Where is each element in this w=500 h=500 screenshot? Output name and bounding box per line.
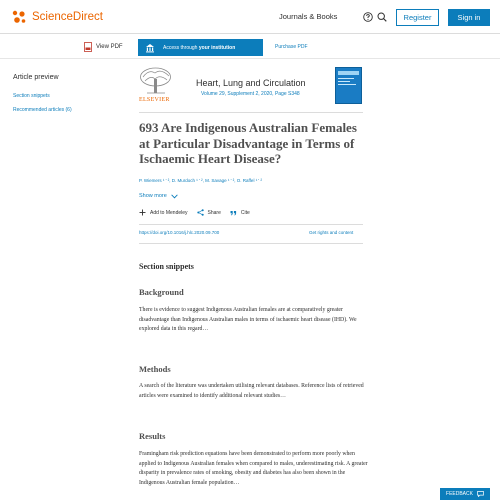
publisher-logo-text: ELSEVIER bbox=[139, 97, 170, 103]
background-text: There is evidence to suggest Indigenous Australian females are at comparatively greater disadvantage than Indigenous Australian males in terms of ischaemic heart disease (IHD). We explored data in this regard… bbox=[139, 307, 357, 332]
journals-books-link[interactable]: Journals & Books bbox=[279, 12, 338, 21]
article-title: 693 Are Indigenous Australian Females at Particular Disadvantage in Terms of Ischaemic Heart Disease? bbox=[139, 120, 357, 166]
article-actions bbox=[139, 209, 259, 216]
journal-volume-link[interactable]: Volume 29, Supplement 2, 2020, Page S348 bbox=[201, 91, 300, 97]
site-header bbox=[0, 0, 500, 34]
sciencedirect-logo-icon bbox=[11, 9, 27, 25]
view-pdf-button[interactable] bbox=[84, 42, 123, 52]
results-heading: Results bbox=[139, 431, 166, 441]
add-to-mendeley-label: Add to Mendeley bbox=[150, 209, 188, 216]
view-pdf-label: View PDF bbox=[96, 44, 123, 50]
share-icon bbox=[197, 209, 204, 216]
help-circle-icon[interactable] bbox=[363, 12, 373, 22]
sidebar-link-section-snippets[interactable]: Section snippets bbox=[13, 93, 50, 99]
register-button[interactable]: Register bbox=[396, 9, 439, 26]
add-to-mendeley-button[interactable] bbox=[139, 209, 188, 216]
rights-content-link[interactable]: Get rights and content bbox=[309, 230, 354, 235]
show-more-button[interactable] bbox=[139, 193, 178, 199]
methods-heading: Methods bbox=[139, 364, 171, 374]
sciencedirect-logo[interactable] bbox=[11, 9, 103, 25]
chevron-down-icon bbox=[171, 194, 178, 199]
share-button[interactable] bbox=[197, 209, 221, 216]
feedback-label: FEEDBACK bbox=[446, 491, 473, 497]
share-label: Share bbox=[207, 209, 221, 216]
access-bold: your institution bbox=[198, 44, 236, 51]
cite-label: Cite bbox=[240, 209, 250, 216]
article-toolbar bbox=[0, 36, 500, 59]
cite-button[interactable] bbox=[230, 209, 250, 216]
journal-cover-image[interactable] bbox=[335, 67, 362, 104]
feedback-button[interactable] bbox=[440, 488, 490, 500]
background-heading: Background bbox=[139, 287, 184, 297]
plus-icon bbox=[139, 209, 146, 216]
purchase-pdf-link[interactable]: Purchase PDF bbox=[275, 44, 308, 50]
chat-bubble-icon bbox=[477, 491, 484, 497]
section-snippets-heading: Section snippets bbox=[139, 262, 194, 271]
access-institution-button[interactable] bbox=[138, 39, 263, 56]
institution-icon bbox=[145, 43, 155, 53]
methods-text: A search of the literature was undertaken utilising relevant databases. Reference lists of retrieved articles were examined to identify additional relevant studies… bbox=[139, 383, 364, 399]
logo-text: ScienceDirect bbox=[32, 11, 103, 23]
author-list[interactable]: P. Wiemers ¹ ʹ ², D. Murdoch ¹ ʹ ², M. Savage ¹ ʹ ², O. Raffel ¹ ʹ ² bbox=[139, 178, 263, 183]
results-text: Framingham risk prediction equations have been demonstrated to perform more poorly when applied to Indigenous Australian females when compared to males, underestimating risk. A greater disparity in prevalence rates of smoking, obesity and diabetes has also been shown in the Indigenous Australian female population… bbox=[139, 451, 368, 486]
sidebar-title: Article preview bbox=[13, 74, 59, 81]
quote-icon bbox=[230, 209, 237, 216]
journal-name-link[interactable]: Heart, Lung and Circulation bbox=[196, 78, 306, 88]
divider bbox=[139, 112, 363, 113]
divider bbox=[139, 224, 363, 225]
search-icon[interactable] bbox=[377, 12, 387, 22]
doi-link[interactable]: https://doi.org/10.1016/j.hlc.2020.09.700 bbox=[139, 230, 220, 235]
show-more-label: Show more bbox=[139, 193, 167, 199]
access-prefix: Access through bbox=[163, 44, 198, 51]
divider bbox=[139, 243, 363, 244]
sign-in-button[interactable]: Sign in bbox=[448, 9, 490, 26]
sidebar-link-recommended-articles[interactable]: Recommended articles (6) bbox=[13, 107, 72, 113]
pdf-icon bbox=[84, 42, 92, 52]
elsevier-tree-logo-icon[interactable] bbox=[139, 67, 173, 95]
